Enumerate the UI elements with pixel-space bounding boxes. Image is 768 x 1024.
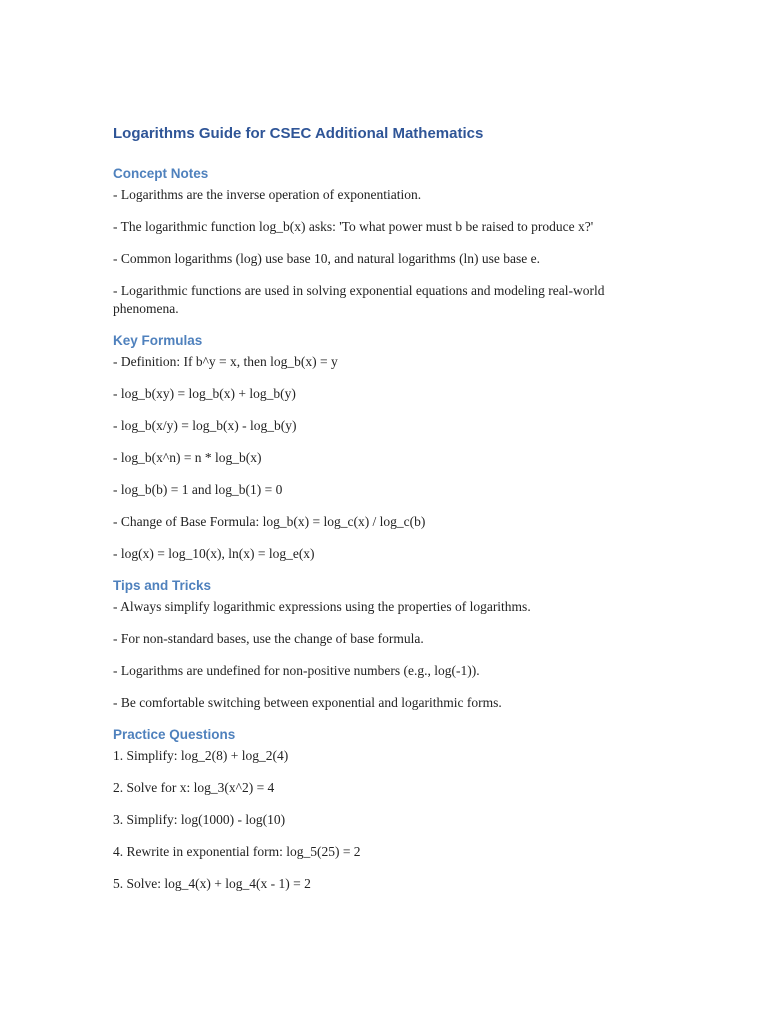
list-item: - Definition: If b^y = x, then log_b(x) = y xyxy=(113,354,338,369)
list-item: - Be comfortable switching between exponential and logarithmic forms. xyxy=(113,695,502,710)
section-heading: Concept Notes xyxy=(113,166,209,181)
list-item: - log_b(x^n) = n * log_b(x) xyxy=(113,450,262,465)
list-item: - Common logarithms (log) use base 10, and natural logarithms (ln) use base e. xyxy=(113,251,541,266)
list-item: 4. Rewrite in exponential form: log_5(25) = 2 xyxy=(113,844,361,859)
list-item: - log_b(x/y) = log_b(x) - log_b(y) xyxy=(113,418,297,433)
list-item: 5. Solve: log_4(x) + log_4(x - 1) = 2 xyxy=(113,876,311,891)
section-practice-questions xyxy=(113,726,673,893)
section-concept-notes xyxy=(113,165,673,318)
section-heading: Key Formulas xyxy=(113,333,203,348)
list-item: - Always simplify logarithmic expressions using the properties of logarithms. xyxy=(113,599,531,614)
practice-questions-list xyxy=(113,747,673,893)
key-formulas-list xyxy=(113,353,673,563)
concept-notes-list xyxy=(113,186,673,318)
document-title: Logarithms Guide for CSEC Additional Mathematics xyxy=(113,125,484,142)
section-heading: Tips and Tricks xyxy=(113,578,212,593)
list-item: - log(x) = log_10(x), ln(x) = log_e(x) xyxy=(113,546,315,561)
list-item: - log_b(xy) = log_b(x) + log_b(y) xyxy=(113,386,296,401)
list-item: - The logarithmic function log_b(x) asks: 'To what power must b be raised to produce x?' xyxy=(113,219,594,234)
list-item: - Logarithmic functions are used in solving exponential equations and modeling real-world phenomena. xyxy=(113,283,605,316)
list-item: - Logarithms are the inverse operation of exponentiation. xyxy=(113,187,422,202)
document-page xyxy=(113,124,673,907)
list-item: 2. Solve for x: log_3(x^2) = 4 xyxy=(113,780,275,795)
section-key-formulas xyxy=(113,332,673,563)
section-heading: Practice Questions xyxy=(113,727,236,742)
list-item: 1. Simplify: log_2(8) + log_2(4) xyxy=(113,748,289,763)
section-tips-and-tricks xyxy=(113,577,673,712)
list-item: - Change of Base Formula: log_b(x) = log_c(x) / log_c(b) xyxy=(113,514,426,529)
list-item: - For non-standard bases, use the change of base formula. xyxy=(113,631,424,646)
tips-list xyxy=(113,598,673,712)
list-item: - Logarithms are undefined for non-positive numbers (e.g., log(-1)). xyxy=(113,663,480,678)
list-item: - log_b(b) = 1 and log_b(1) = 0 xyxy=(113,482,283,497)
list-item: 3. Simplify: log(1000) - log(10) xyxy=(113,812,286,827)
